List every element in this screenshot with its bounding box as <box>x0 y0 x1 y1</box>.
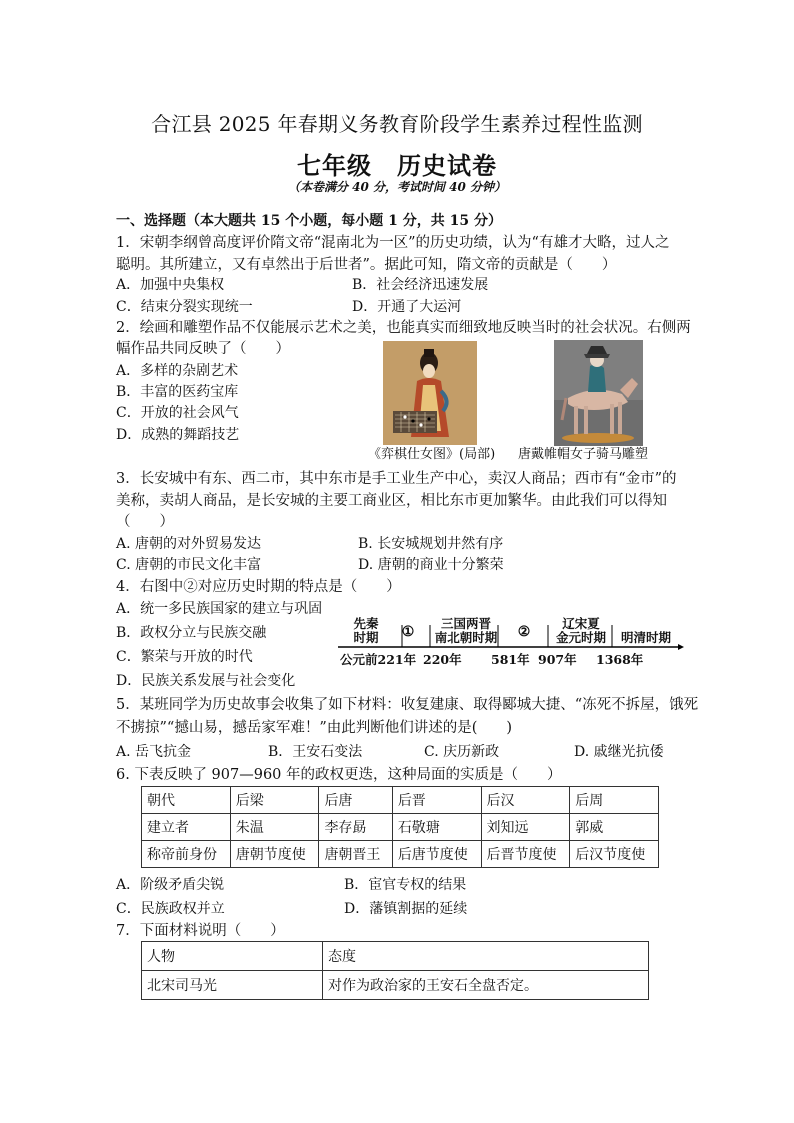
period-label: 明清时期 <box>620 630 671 645</box>
q2-option-b: B．丰富的医药宝库 <box>116 384 239 400</box>
table-cell: 北宋司马光 <box>142 971 323 1000</box>
q5-option-c: C. 庆历新政 <box>424 744 500 760</box>
table-row <box>142 787 659 814</box>
table-cell: 后汉 <box>481 787 570 814</box>
painting-image <box>383 341 477 445</box>
q1-option-c: C．结束分裂实现统一 <box>116 299 253 315</box>
q4-line1: 4．右图中②对应历史时期的特点是（ ） <box>116 579 401 595</box>
table-cell: 建立者 <box>142 814 231 841</box>
q4-option-d: D．民族关系发展与社会变化 <box>116 673 296 689</box>
table-cell: 唐朝节度使 <box>230 841 319 868</box>
q2-line2: 幅作品共同反映了（ ） <box>116 341 290 357</box>
q1-line1: 1．宋朝李纲曾高度评价隋文帝“混南北为一区”的历史功绩，认为“有雄才大略，过人之 <box>116 235 670 251</box>
table-cell: 刘知远 <box>481 814 570 841</box>
table-cell: 后周 <box>570 787 659 814</box>
table-row <box>142 971 649 1000</box>
q3-line3: （ ） <box>116 514 174 530</box>
q6-table <box>141 786 659 868</box>
year-label: 907年 <box>538 652 577 667</box>
q3-line2: 美称，卖胡人商品，是长安城的主要工商业区，相比东市更加繁华。由此我们可以得知 <box>116 493 667 509</box>
table-cell: 称帝前身份 <box>142 841 231 868</box>
table-cell: 后唐节度使 <box>392 841 481 868</box>
table-cell: 朝代 <box>142 787 231 814</box>
q6-option-b: B．宦官专权的结果 <box>344 877 467 893</box>
table-cell: 石敬瑭 <box>392 814 481 841</box>
table-row <box>142 942 649 971</box>
q6-option-d: D．藩镇割据的延续 <box>344 901 468 917</box>
q6-option-a: A．阶级矛盾尖锐 <box>116 877 225 893</box>
q4-option-b: B．政权分立与民族交融 <box>116 625 267 641</box>
q1-option-b: B．社会经济迅速发展 <box>352 277 489 293</box>
period-label: 辽宋夏 金元时期 <box>555 616 606 645</box>
q5-line2: 不掳掠”“撼山易，撼岳家军难！”由此判断他们讲述的是( ) <box>116 720 513 736</box>
table-row <box>142 841 659 868</box>
table-cell: 朱温 <box>230 814 319 841</box>
painting-caption: 《弈棋仕女图》(局部) <box>368 447 496 462</box>
q3-option-a: A. 唐朝的对外贸易发达 <box>116 536 262 552</box>
section-heading: 一、选择题（本大题共 15 个小题，每小题 1 分，共 15 分） <box>116 213 502 229</box>
table-cell: 后梁 <box>230 787 319 814</box>
year-label: 公元前221年 <box>340 652 417 667</box>
table-cell: 李存勗 <box>319 814 392 841</box>
q2-option-a: A．多样的杂剧艺术 <box>116 363 239 379</box>
q2-line1: 2．绘画和雕塑作品不仅能展示艺术之美，也能真实而细致地反映当时的社会状况。右侧两 <box>116 320 691 336</box>
table-cell: 郭威 <box>570 814 659 841</box>
year-label: 1368年 <box>596 652 644 667</box>
period-label: ① <box>401 624 415 640</box>
q3-option-b: B. 长安城规划井然有序 <box>358 536 504 552</box>
q2-option-d: D．成熟的舞蹈技艺 <box>116 427 240 443</box>
q2-option-c: C．开放的社会风气 <box>116 405 239 421</box>
q4-option-a: A．统一多民族国家的建立与巩固 <box>116 601 323 617</box>
q5-line1: 5．某班同学为历史故事会收集了如下材料：收复建康、取得郾城大捷、“冻死不拆屋，饿死 <box>116 697 699 713</box>
year-label: 581年 <box>491 652 530 667</box>
q7-table <box>141 941 649 1000</box>
year-label: 220年 <box>423 652 462 667</box>
exam-title: 合江县 2025 年春期义务教育阶段学生素养过程性监测 <box>151 112 643 136</box>
q4-option-c: C．繁荣与开放的时代 <box>116 649 253 665</box>
table-cell: 对作为政治家的王安石全盘否定。 <box>323 971 649 1000</box>
q6-option-c: C．民族政权并立 <box>116 901 225 917</box>
q3-option-d: D. 唐朝的商业十分繁荣 <box>358 557 504 573</box>
table-cell: 后晋 <box>392 787 481 814</box>
exam-note: （本卷满分 40 分，考试时间 40 分钟） <box>287 180 507 194</box>
q1-option-a: A．加强中央集权 <box>116 277 225 293</box>
q1-line2: 聪明。其所建立，又有卓然出于后世者”。据此可知，隋文帝的贡献是（ ） <box>116 257 617 273</box>
sculpture-image <box>554 340 643 446</box>
period-label: 先秦 时期 <box>353 616 379 645</box>
q3-line1: 3．长安城中有东、西二市，其中东市是手工业生产中心，卖汉人商品；西市有“金市”的 <box>116 471 677 487</box>
table-cell: 后晋节度使 <box>481 841 570 868</box>
period-label: 三国两晋 南北朝时期 <box>434 616 498 645</box>
sculpture-caption: 唐戴帷帽女子骑马雕塑 <box>518 447 649 462</box>
table-cell: 态度 <box>323 942 649 971</box>
table-cell: 唐朝晋王 <box>319 841 392 868</box>
period-label: ② <box>517 624 531 640</box>
q5-option-a: A. 岳飞抗金 <box>116 744 192 760</box>
q5-option-d: D. 戚继光抗倭 <box>574 744 664 760</box>
exam-subtitle: 七年级 历史试卷 <box>297 151 497 180</box>
q3-option-c: C. 唐朝的市民文化丰富 <box>116 557 262 573</box>
q7-line1: 7．下面材料说明（ ） <box>116 923 285 939</box>
table-row <box>142 814 659 841</box>
q1-option-d: D．开通了大运河 <box>352 299 462 315</box>
q5-option-b: B．王安石变法 <box>268 744 363 760</box>
q6-line1: 6. 下表反映了 907—960 年的政权更迭，这种局面的实质是（ ） <box>116 767 562 783</box>
table-cell: 后汉节度使 <box>570 841 659 868</box>
table-cell: 人物 <box>142 942 323 971</box>
history-timeline <box>338 617 684 665</box>
table-cell: 后唐 <box>319 787 392 814</box>
